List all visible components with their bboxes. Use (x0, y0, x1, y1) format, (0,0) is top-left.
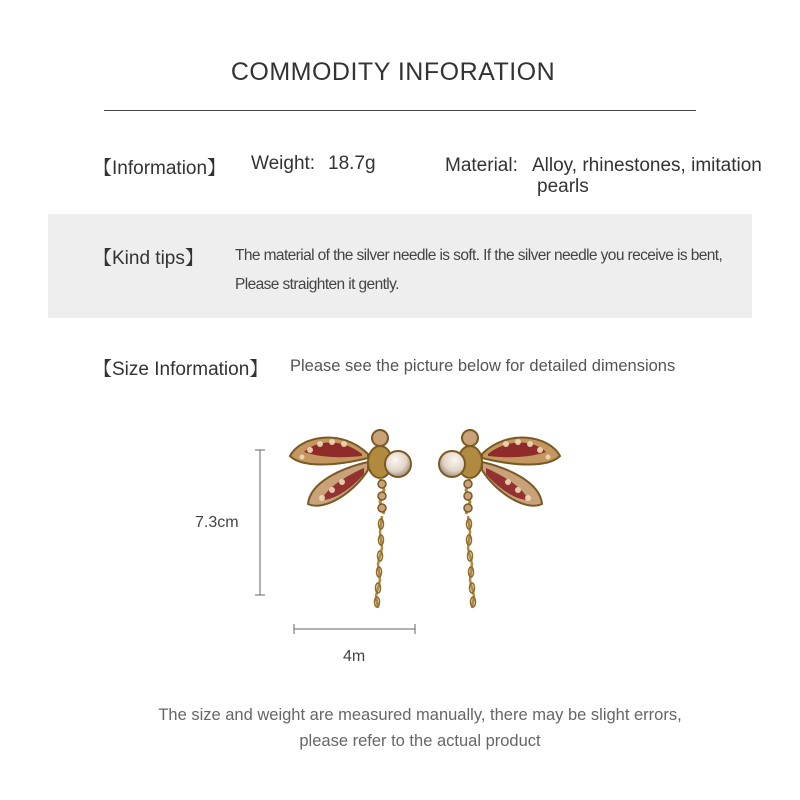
kind-tips-label: 【Kind tips】 (93, 248, 204, 269)
measurement-note-line2: please refer to the actual product (299, 732, 541, 750)
material-value-line1: Alloy, rhinestones, imitation (532, 155, 762, 176)
measurement-note-line1: The size and weight are measured manually, there may be slight errors, (158, 706, 682, 724)
information-label: 【Information】 (93, 158, 227, 179)
right-earring (439, 430, 560, 608)
left-earring (290, 430, 411, 608)
size-information-label: 【Size Information】 (93, 359, 269, 380)
size-description: Please see the picture below for detailed dimensions (290, 357, 676, 375)
kind-tips-line2: Please straighten it gently. (235, 276, 399, 293)
width-value: 4m (343, 648, 366, 665)
weight-label: Weight: (251, 153, 316, 174)
kind-tips-line1: The material of the silver needle is soft. If the silver needle you receive is bent, (235, 247, 723, 264)
height-value: 7.3cm (195, 514, 239, 531)
material-value-line2: pearls (537, 176, 589, 197)
weight-value: 18.7g (328, 153, 376, 174)
page-title: COMMODITY INFORATION (230, 58, 556, 86)
material-label: Material: (445, 155, 518, 176)
